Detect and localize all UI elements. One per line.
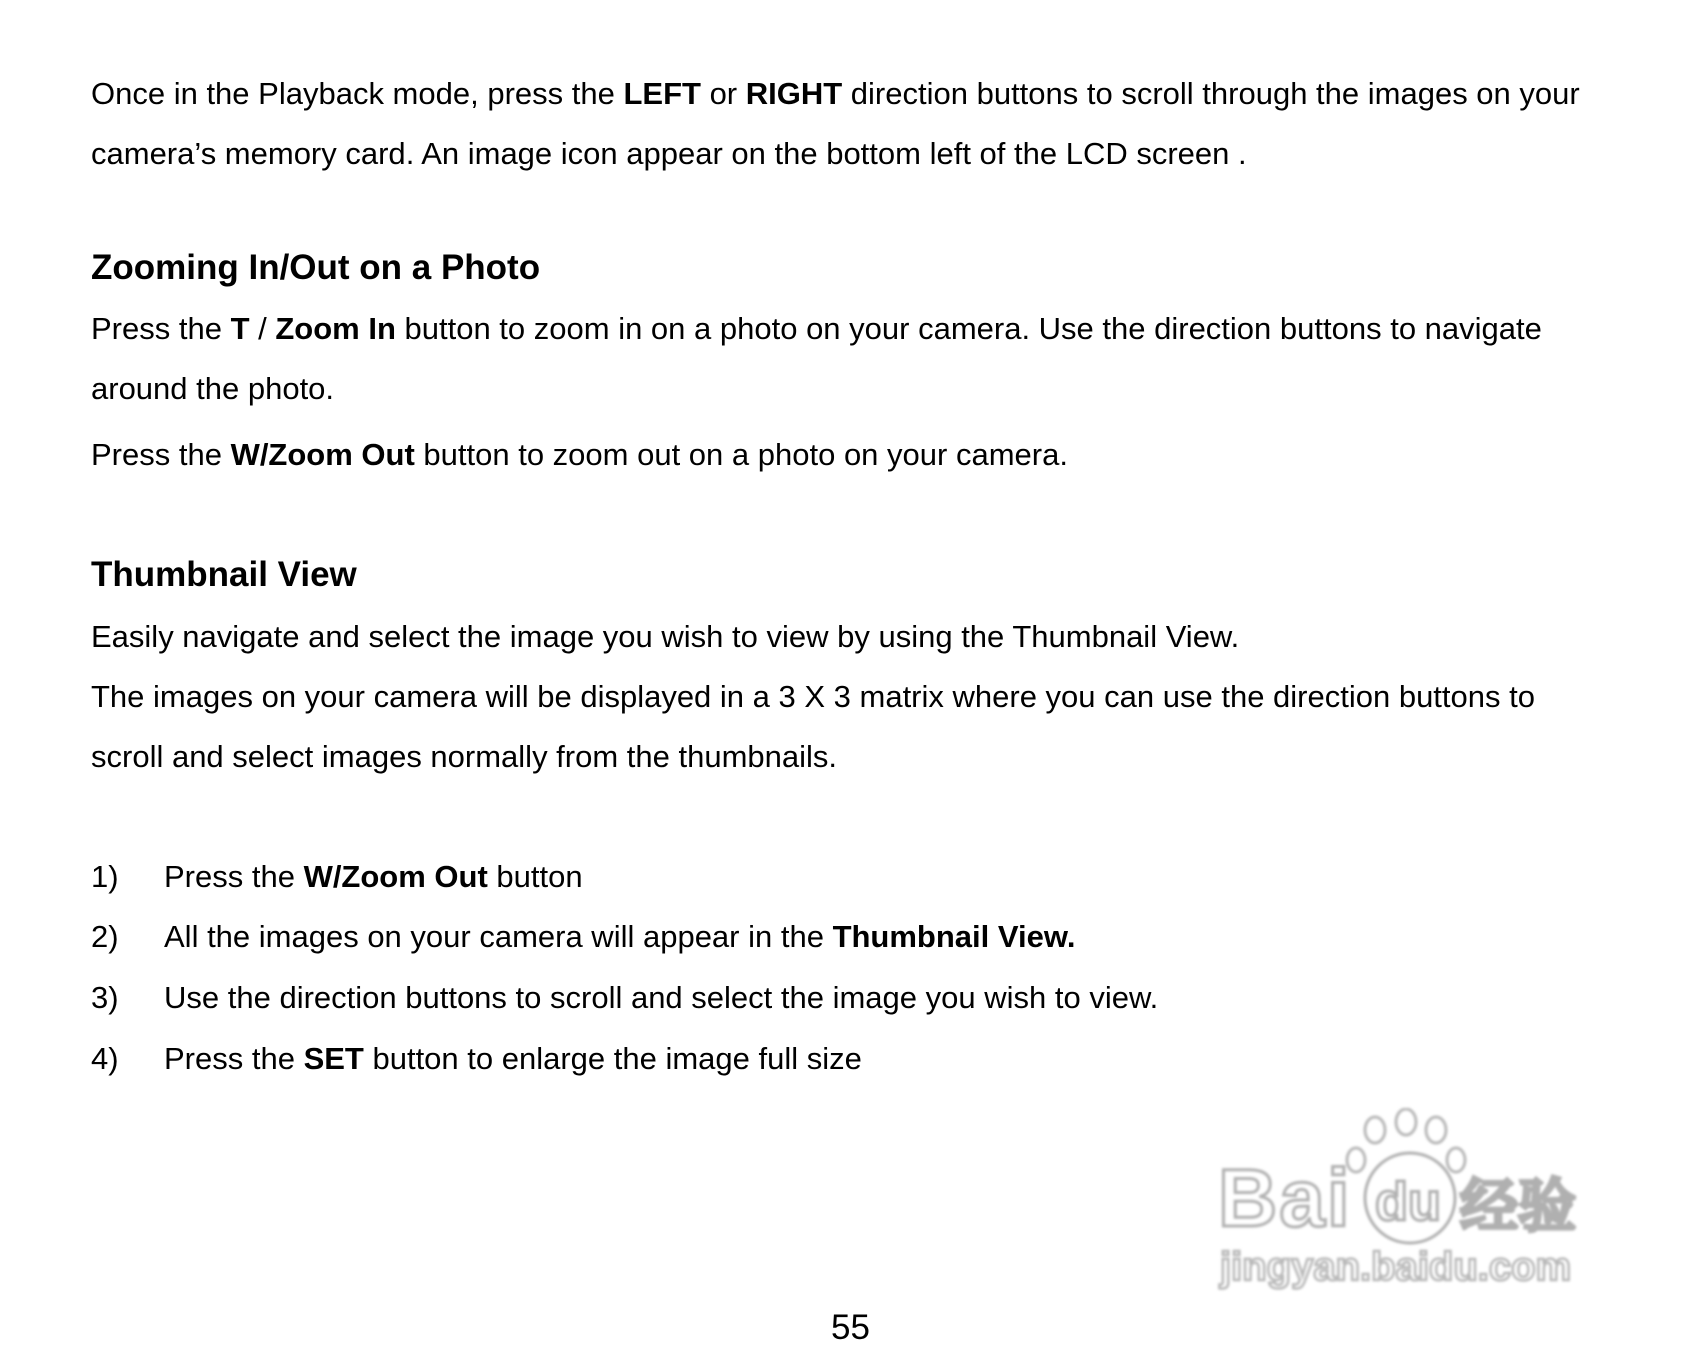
svg-text:经验: 经验 [1460, 1172, 1577, 1240]
svg-text:du: du [1375, 1172, 1441, 1232]
step-text-part: Use the direction buttons to scroll and select the image you wish to view. [164, 980, 1159, 1015]
step-number: 3) [91, 980, 119, 1015]
baidu-watermark-logo [1210, 1108, 1610, 1308]
zoom-out-paragraph [91, 436, 1068, 474]
zoom-in-paragraph-line-2: around the photo. [91, 371, 335, 406]
step-text-part: button to enlarge the image full size [363, 1041, 862, 1076]
body-text: / [249, 311, 276, 346]
zoom-in-paragraph [91, 310, 1542, 348]
body-text: button to zoom in on a photo on your camera. Use the direction buttons to navigate [395, 311, 1542, 346]
thumbnail-paragraph-2-line-1: The images on your camera will be displayed in a 3 X 3 matrix where you can use the direction buttons to [91, 679, 1535, 714]
page-number: 55 [831, 1308, 870, 1347]
step-text [164, 979, 1158, 1017]
thumbnail-section-heading: Thumbnail View [91, 555, 357, 594]
thumbnail-paragraph-2-line-2: scroll and select images normally from the thumbnails. [91, 739, 838, 774]
step-text-part: Press the [164, 1041, 304, 1076]
intro-text: or [700, 76, 746, 111]
step-number: 4) [91, 1041, 119, 1076]
zoom-section-heading: Zooming In/Out on a Photo [91, 248, 541, 287]
svg-text:Bai: Bai [1218, 1153, 1352, 1244]
step-text [164, 1040, 862, 1078]
zoom-in-key-label: Zoom In [275, 311, 396, 346]
step-number: 2) [91, 919, 119, 954]
step-text-part: Press the [164, 859, 304, 894]
svg-text:jingyan.baidu.com: jingyan.baidu.com [1220, 1245, 1572, 1289]
intro-text: direction buttons to scroll through the images on your [842, 76, 1580, 111]
intro-line-1 [91, 75, 1580, 113]
step-text [164, 858, 583, 896]
step-text-part: All the images on your camera will appear in the [164, 919, 833, 954]
intro-text: . An image icon appear on the bottom left of the LCD screen . [405, 136, 1247, 171]
step-text-part: button [487, 859, 583, 894]
zoom-out-key-label: W/Zoom Out [303, 859, 488, 894]
zoom-out-key-label: W/Zoom Out [230, 437, 415, 472]
body-text: Press the [91, 311, 231, 346]
thumbnail-paragraph-1: Easily navigate and select the image you wish to view by using the Thumbnail View. [91, 619, 1240, 654]
step-number: 1) [91, 859, 119, 894]
thumbnail-view-label: Thumbnail View. [832, 919, 1076, 954]
intro-line-2 [91, 135, 1247, 173]
intro-text: camera’s memory card [91, 136, 406, 171]
right-key-label: RIGHT [745, 76, 843, 111]
set-key-label: SET [303, 1041, 364, 1076]
intro-text: Once in the Playback mode, press the [91, 76, 624, 111]
step-text [164, 918, 1075, 956]
body-text: Press the [91, 437, 231, 472]
t-key-label: T [230, 311, 250, 346]
left-key-label: LEFT [623, 76, 701, 111]
body-text: button to zoom out on a photo on your camera. [414, 437, 1068, 472]
